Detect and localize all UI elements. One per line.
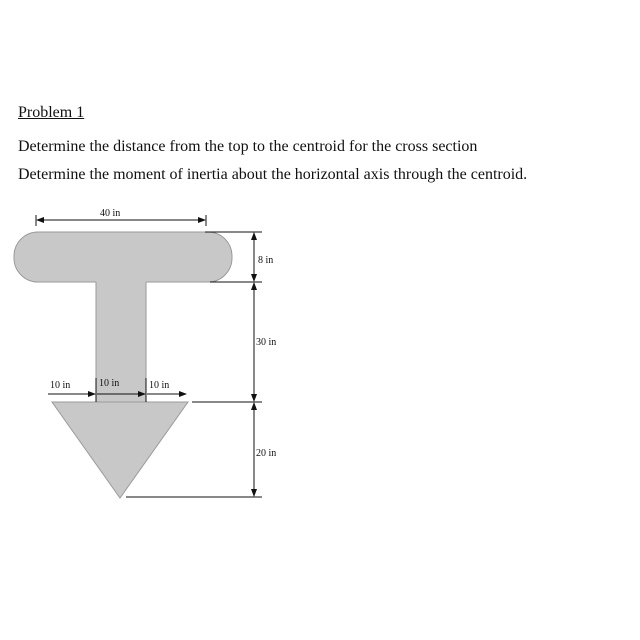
- triangle: [52, 402, 188, 498]
- dim-label-triangle-height: 20 in: [256, 448, 277, 459]
- t-shape: [14, 232, 232, 498]
- dim-label-web-width: 10 in: [99, 378, 120, 389]
- flange: [14, 232, 232, 282]
- dim-label-right-overhang: 10 in: [149, 380, 170, 391]
- dim-label-flange-height: 8 in: [258, 255, 274, 266]
- instruction-line-2: Determine the moment of inertia about the horizontal axis through the centroid.: [18, 166, 528, 183]
- dim-label-flange-width: 40 in: [100, 208, 121, 219]
- dim-label-web-height: 30 in: [256, 337, 277, 348]
- instruction-line-1: Determine the distance from the top to the centroid for the cross section: [18, 138, 478, 155]
- dim-flange-width: [36, 208, 206, 226]
- dim-label-left-overhang: 10 in: [50, 380, 71, 391]
- problem-title: Problem 1: [18, 104, 85, 121]
